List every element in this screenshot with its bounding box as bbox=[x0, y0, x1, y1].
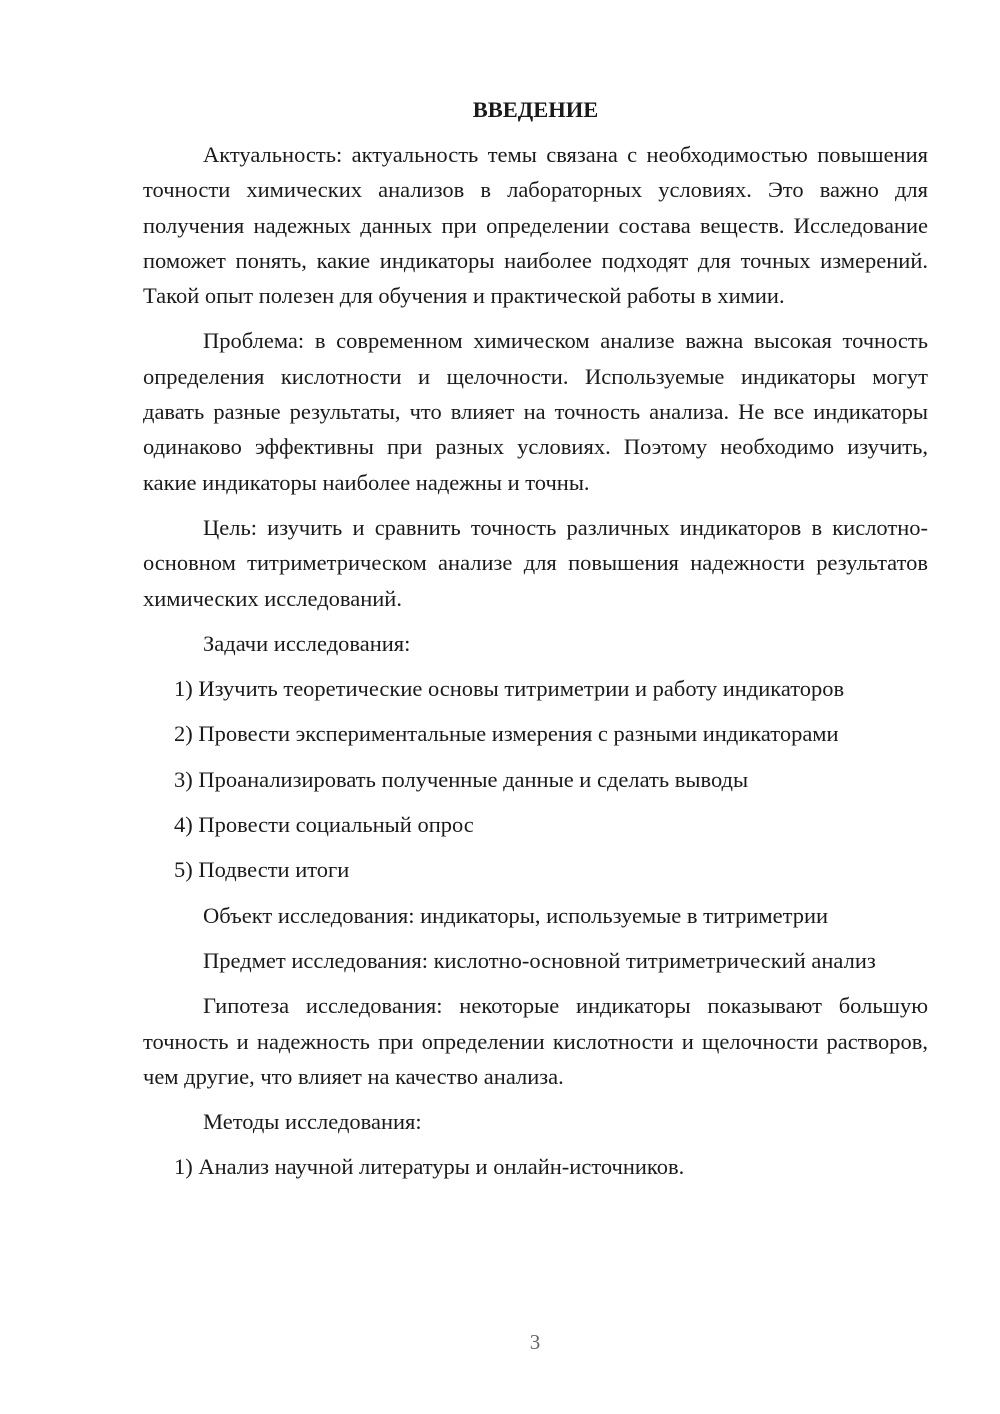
list-item: 3) Проанализировать полученные данные и сделать выводы bbox=[174, 766, 749, 792]
tasks-heading: Задачи исследования: bbox=[203, 630, 411, 656]
methods-heading: Методы исследования: bbox=[203, 1109, 422, 1135]
list-item: 2) Провести экспериментальные измерения с разными индикаторами bbox=[174, 721, 839, 747]
problem-paragraph: Проблема: в современном химическом анализе важна высокая точность определения кислотности и щелочности. Используемые индикаторы могут давать разные результаты, что влияет на точность анализа. Не все индикаторы одинаково эффективны при разных условиях. Поэтому необходимо изучить, какие индикаторы наиболее надежны и точны. bbox=[143, 328, 928, 495]
methods-list bbox=[143, 1149, 928, 1184]
object-paragraph: Объект исследования: индикаторы, используемые в титриметрии bbox=[203, 902, 829, 928]
subject-paragraph: Предмет исследования: кислотно-основной титриметрический анализ bbox=[203, 947, 876, 973]
list-item: 1) Анализ научной литературы и онлайн-источников. bbox=[174, 1154, 685, 1180]
tasks-list bbox=[143, 671, 928, 887]
list-item: 5) Подвести итоги bbox=[174, 857, 350, 883]
document-page bbox=[143, 92, 928, 1195]
goal-paragraph: Цель: изучить и сравнить точность различных индикаторов в кислотно-основном титриметрическом анализе для повышения надежности результатов химических исследований. bbox=[143, 514, 928, 611]
relevance-paragraph: Актуальность: актуальность темы связана с необходимостью повышения точности химических анализов в лабораторных условиях. Это важно для получения надежных данных при определении состава веществ. Исследование поможет понять, какие индикаторы наиболее подходят для точных измерений. Такой опыт полезен для обучения и практической работы в химии. bbox=[143, 142, 928, 309]
page-number: 3 bbox=[529, 1330, 541, 1354]
list-item: 4) Провести социальный опрос bbox=[174, 812, 474, 838]
section-title: ВВЕДЕНИЕ bbox=[472, 97, 599, 122]
hypothesis-paragraph: Гипотеза исследования: некоторые индикаторы показывают большую точность и надежность при определении кислотности и щелочности растворов, чем другие, что влияет на качество анализа. bbox=[143, 993, 928, 1089]
list-item: 1) Изучить теоретические основы титриметрии и работу индикаторов bbox=[174, 676, 845, 702]
